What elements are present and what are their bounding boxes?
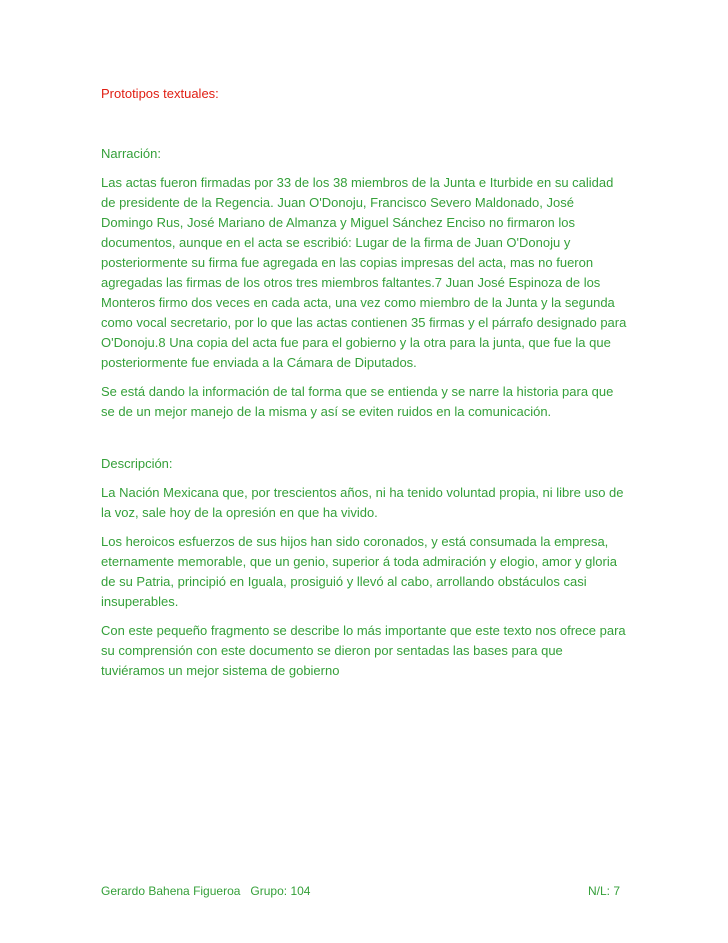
paragraph: Los heroicos esfuerzos de sus hijos han sido coronados, y está consumada la empresa, eternamente memorable, que un genio, superior á toda admiración y elogio, amor y gloria de su Patria, principió en Iguala, prosiguió y llevó al cabo, arrollando obstáculos casi insuperables.: [101, 534, 617, 609]
document-body: [101, 86, 629, 681]
section-narracion: [101, 144, 629, 422]
section-descripcion: [101, 454, 629, 681]
page-footer: [101, 884, 620, 899]
section-label-descripcion: Descripción:: [101, 456, 173, 471]
paragraph: Las actas fueron firmadas por 33 de los 38 miembros de la Junta e Iturbide en su calidad de presidente de la Regencia. Juan O'Donoju, Francisco Severo Maldonado, José Domingo Rus, José Mariano de Almanza y Miguel Sánchez Enciso no firmaron los documentos, aunque en el acta se escribió: Lugar de la firma de Juan O'Donoju y posteriormente su firma fue agregada en las copias impresas del acta, mas no fueron agregadas las firmas de los otros tres miembros faltantes.7 Juan José Espinoza de los Monteros firmo dos veces en cada acta, una vez como miembro de la Junta y la segunda como vocal secretario, por lo que las actas contienen 35 firmas y el párrafo designado para O'Donoju.8 Una copia del acta fue para el gobierno y la otra para la junta, que fue la que posteriormente fue enviada a la Cámara de Diputados.: [101, 175, 627, 370]
paragraph: La Nación Mexicana que, por trescientos años, ni ha tenido voluntad propia, ni libre uso de la voz, sale hoy de la opresión en que ha vivido.: [101, 485, 624, 520]
document-title: Prototipos textuales:: [101, 86, 219, 101]
paragraph: Se está dando la información de tal forma que se entienda y se narre la historia para que se de un mejor manejo de la misma y así se eviten ruidos en la comunicación.: [101, 384, 614, 419]
section-label-narracion: Narración:: [101, 146, 161, 161]
paragraph: Con este pequeño fragmento se describe lo más importante que este texto nos ofrece para su comprensión con este documento se dieron por sentadas las bases para que tuviéramos un mejor sistema de gobierno: [101, 623, 626, 678]
footer-page-number: N/L: 7: [587, 884, 620, 898]
footer-author-group: Gerardo Bahena Figueroa Grupo: 104: [101, 884, 311, 898]
